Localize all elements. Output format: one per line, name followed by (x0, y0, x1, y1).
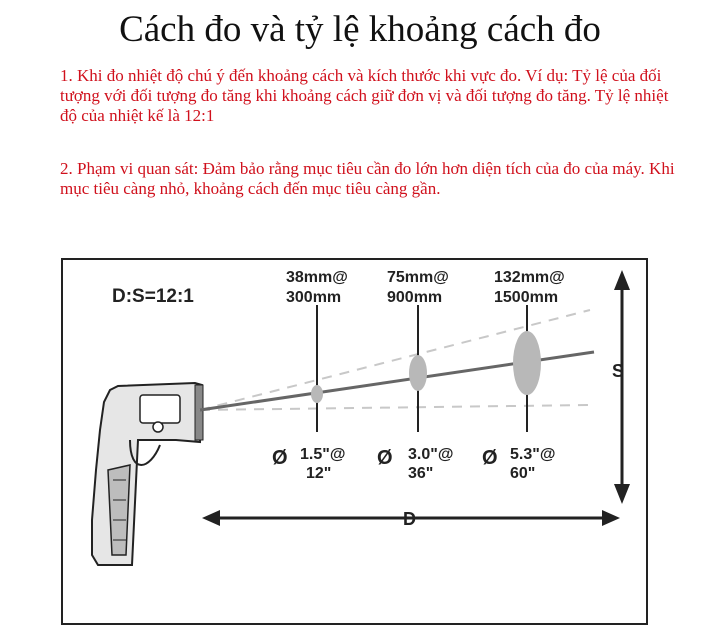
spot-3-imperial-line2: 60" (510, 465, 536, 482)
spot-1-imperial-line1: 1.5"@ (300, 446, 346, 463)
spot-1-metric-line2: 300mm (286, 289, 342, 306)
spot-3-metric-line2: 1500mm (494, 289, 559, 306)
beam-lower-edge (200, 405, 590, 410)
spot-3-metric-line1: 132mm@ (494, 269, 565, 286)
instruction-paragraph-2: 2. Phạm vi quan sát: Đảm bảo rằng mục tiêu cần đo lớn hơn diện tích của đo của máy. Khi mục tiêu càng nhỏ, khoảng cách đến mục tiêu càng gần. (60, 159, 675, 198)
spot-3 (513, 331, 541, 395)
spot-size-label: S (612, 361, 625, 381)
spot-2-imperial-line2: 36" (408, 465, 434, 482)
ratio-label: D:S=12:1 (112, 286, 194, 307)
spot-2 (409, 355, 427, 391)
spot-1-imperial-line2: 12" (306, 465, 332, 482)
spot-3-imperial-line1: 5.3"@ (510, 446, 556, 463)
spot-2-metric-line2: 900mm (387, 289, 443, 306)
diameter-icon: Ø (377, 447, 393, 469)
spot-2-metric-line1: 75mm@ (387, 269, 449, 286)
spot-1-metric-line1: 38mm@ (286, 269, 348, 286)
instruction-paragraph-1: 1. Khi đo nhiệt độ chú ý đến khoảng cách và kích thước khi vực đo. Ví dụ: Tỷ lệ của đối tượng với đối tượng đo tăng khi khoảng cách giữ đơn vị và đối tượng đo tăng. Tỷ lệ nhiệt độ của nhiệt kế là 12:1 (60, 66, 669, 125)
page-title: Cách đo và tỷ lệ khoảng cách đo (119, 9, 601, 50)
diameter-icon: Ø (272, 447, 288, 469)
spot-2-imperial-line1: 3.0"@ (408, 446, 454, 463)
distance-label: D (403, 509, 416, 529)
diameter-icon: Ø (482, 447, 498, 469)
diagram-frame (62, 259, 647, 624)
spot-1 (311, 385, 323, 403)
spot-size-arrow (614, 270, 630, 504)
thermometer-gun-icon (92, 383, 203, 565)
